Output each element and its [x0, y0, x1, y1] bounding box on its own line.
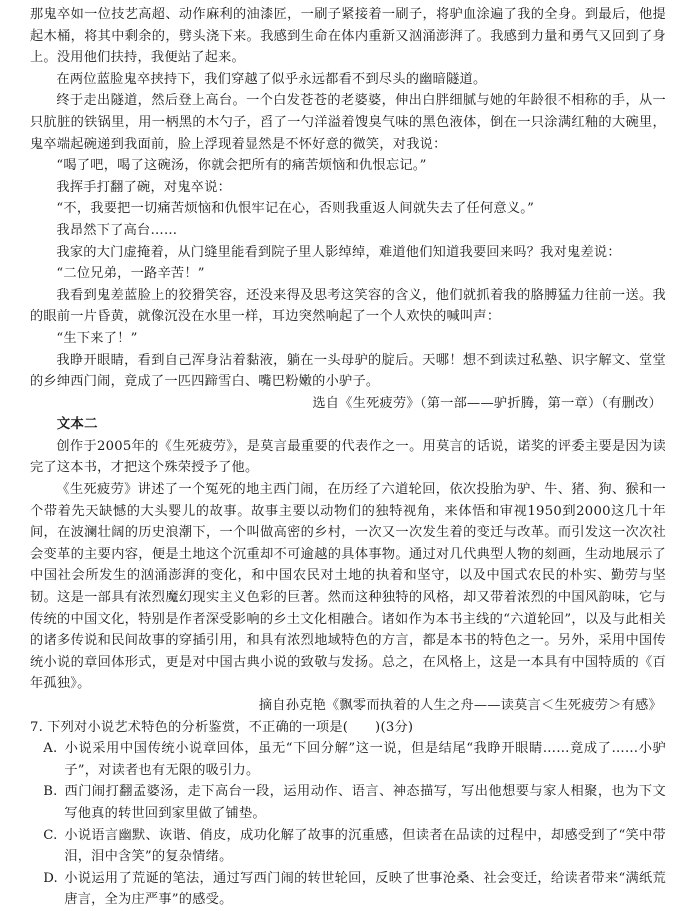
option-a-text: 小说采用中国传统小说章回体，虽无“下回分解”这一说，但是结尾“我睁开眼睛……竟成了……小驴子”，对读者也有无限的吸引力。 — [64, 741, 666, 778]
option-c-letter: C. — [43, 827, 58, 843]
text1-paragraph-7: 我昂然下了高台…… — [56, 222, 178, 238]
option-a[interactable] — [30, 738, 666, 781]
option-b-letter: B. — [43, 784, 58, 800]
option-d-letter: D. — [43, 870, 58, 886]
question-stem-text: 下列对小说艺术特色的分析鉴赏，不正确的一项是( )(3分) — [47, 719, 414, 735]
text1-paragraph-8: 我家的大门虚掩着，从门缝里能看到院子里人影绰绰，难道他们知道我要回来吗？我对鬼差说： — [56, 244, 621, 260]
text1-paragraph-1: 那鬼卒如一位技艺高超、动作麻利的油漆匠，一刷子紧接着一刷子，将驴血涂遍了我的全身。到最后，他提起木桶，将其中剩余的，劈头浇下来。我感到生命在体内重新又汹涌澎湃了。我感到力量和勇气又回到了身上。没用他们扶持，我便站了起来。 — [30, 7, 666, 66]
option-c-text: 小说语言幽默、诙谐、俏皮，成功化解了故事的沉重感，但读者在品读的过程中，却感受到了“笑中带泪，泪中含笑”的复杂情绪。 — [64, 827, 666, 865]
text2-source: 摘自孙克艳《飘零而执着的人生之舟——读莫言＜生死疲劳＞有感》 — [258, 698, 662, 713]
text1-paragraph-10: 我看到鬼差蓝脸上的狡猾笑容，还没来得及思考这笑容的含义，他们就抓着我的胳膊猛力往前一送。我的眼前一片昏黄，就像沉没在水里一样，耳边突然响起了一个人欢快的喊叫声： — [30, 287, 666, 325]
option-c[interactable] — [30, 825, 666, 868]
option-a-letter: A. — [43, 741, 58, 757]
text1-paragraph-4: “喝了吧，喝了这碗汤，你就会把所有的痛苦烦恼和仇恨忘记。” — [56, 158, 427, 174]
text1-paragraph-11: “生下来了！” — [56, 330, 138, 346]
text1-source: 选自《生死疲劳》（第一部——驴折腾，第一章）（有删改） — [312, 395, 662, 411]
question-number: 7. — [30, 719, 44, 735]
option-b[interactable] — [30, 781, 666, 824]
text1-paragraph-5: 我挥手打翻了碗，对鬼卒说： — [56, 179, 232, 195]
option-d[interactable] — [30, 868, 666, 911]
text1-paragraph-6: “不，我要把一切痛苦烦恼和仇恨牢记在心，否则我重返人间就失去了任何意义。” — [56, 201, 535, 217]
text1-paragraph-2: 在两位蓝脸鬼卒挟持下，我们穿越了似乎永远都看不到尽头的幽暗隧道。 — [56, 71, 487, 87]
text1-paragraph-12: 我睁开眼睛，看到自己浑身沾着黏液，躺在一头母驴的腚后。天哪！想不到读过私塾、识字解文、堂堂的乡绅西门闹，竟成了一匹四蹄雪白、嘴巴粉嫩的小驴子。 — [30, 352, 666, 390]
option-d-text: 小说运用了荒诞的笔法，通过写西门闹的转世轮回，反映了世事沧桑、社会变迁，给读者带来“满纸荒唐言，全为庄严事”的感受。 — [64, 870, 666, 908]
question-7-stem — [30, 717, 666, 739]
text2-heading: 文本二 — [56, 417, 98, 433]
text1-paragraph-9: “二位兄弟，一路辛苦！” — [56, 266, 205, 282]
option-b-text: 西门闹打翻孟婆汤，走下高台一段，运用动作、语言、神态描写，写出他想要与家人相聚，也为下文写他真的转世回到家里做了铺垫。 — [64, 784, 666, 821]
text1-paragraph-3: 终于走出隧道，然后登上高台。一个白发苍苍的老婆婆，伸出白胖细腻与她的年龄很不相称的手，从一只肮脏的铁锅里，用一柄黑的木勺子，舀了一勺洋溢着馊臭气味的黑色液体，倒在一只涂满红釉的大碗里，鬼卒端起碗递到我面前，脸上浮现着显然是不怀好意的微笑，对我说： — [30, 93, 666, 152]
text2-paragraph-1: 创作于2005年的《生死疲劳》，是莫言最重要的代表作之一。用莫言的话说，诺奖的评委主要是因为读完了这本书，才把这个殊荣授予了他。 — [30, 438, 666, 476]
text2-paragraph-2: 《生死疲劳》讲述了一个冤死的地主西门闹，在历经了六道轮回，依次投胎为驴、牛、猪、狗、猴和一个带着先天缺憾的大头婴儿的故事。故事主要以动物们的独特视角，来体悟和审视1950到2000这几十年间，在波澜壮阔的历史浪潮下，一个叫做高密的乡村，一次又一次发生着的变迁与改革。而引发这一次次社会变革的主要内容，便是土地这个沉重却不可逾越的具体事物。通过对几代典型人物的刻画，生动地展示了中国社会所发生的汹涌澎湃的变化，和中国农民对土地的执着和坚守，以及中国式农民的朴实、勤劳与坚韧。这是一部具有浓烈魔幻现实主义色彩的巨著。然而这种独特的风格，却又带着浓烈的中国风韵味，它与传统的中国文化，特别是作者深受影响的乡土文化相融合。诸如作为本书主线的“六道轮回”，以及与此相关的诸多传说和民间故事的穿插引用，和具有浓烈地域特色的方言，都是本书的特色之一。另外，采用中国传统小说的章回体形式，更是对中国古典小说的致敬与发扬。总之，在风格上，这是一本具有中国特质的《百年孤独》。 — [30, 482, 666, 692]
